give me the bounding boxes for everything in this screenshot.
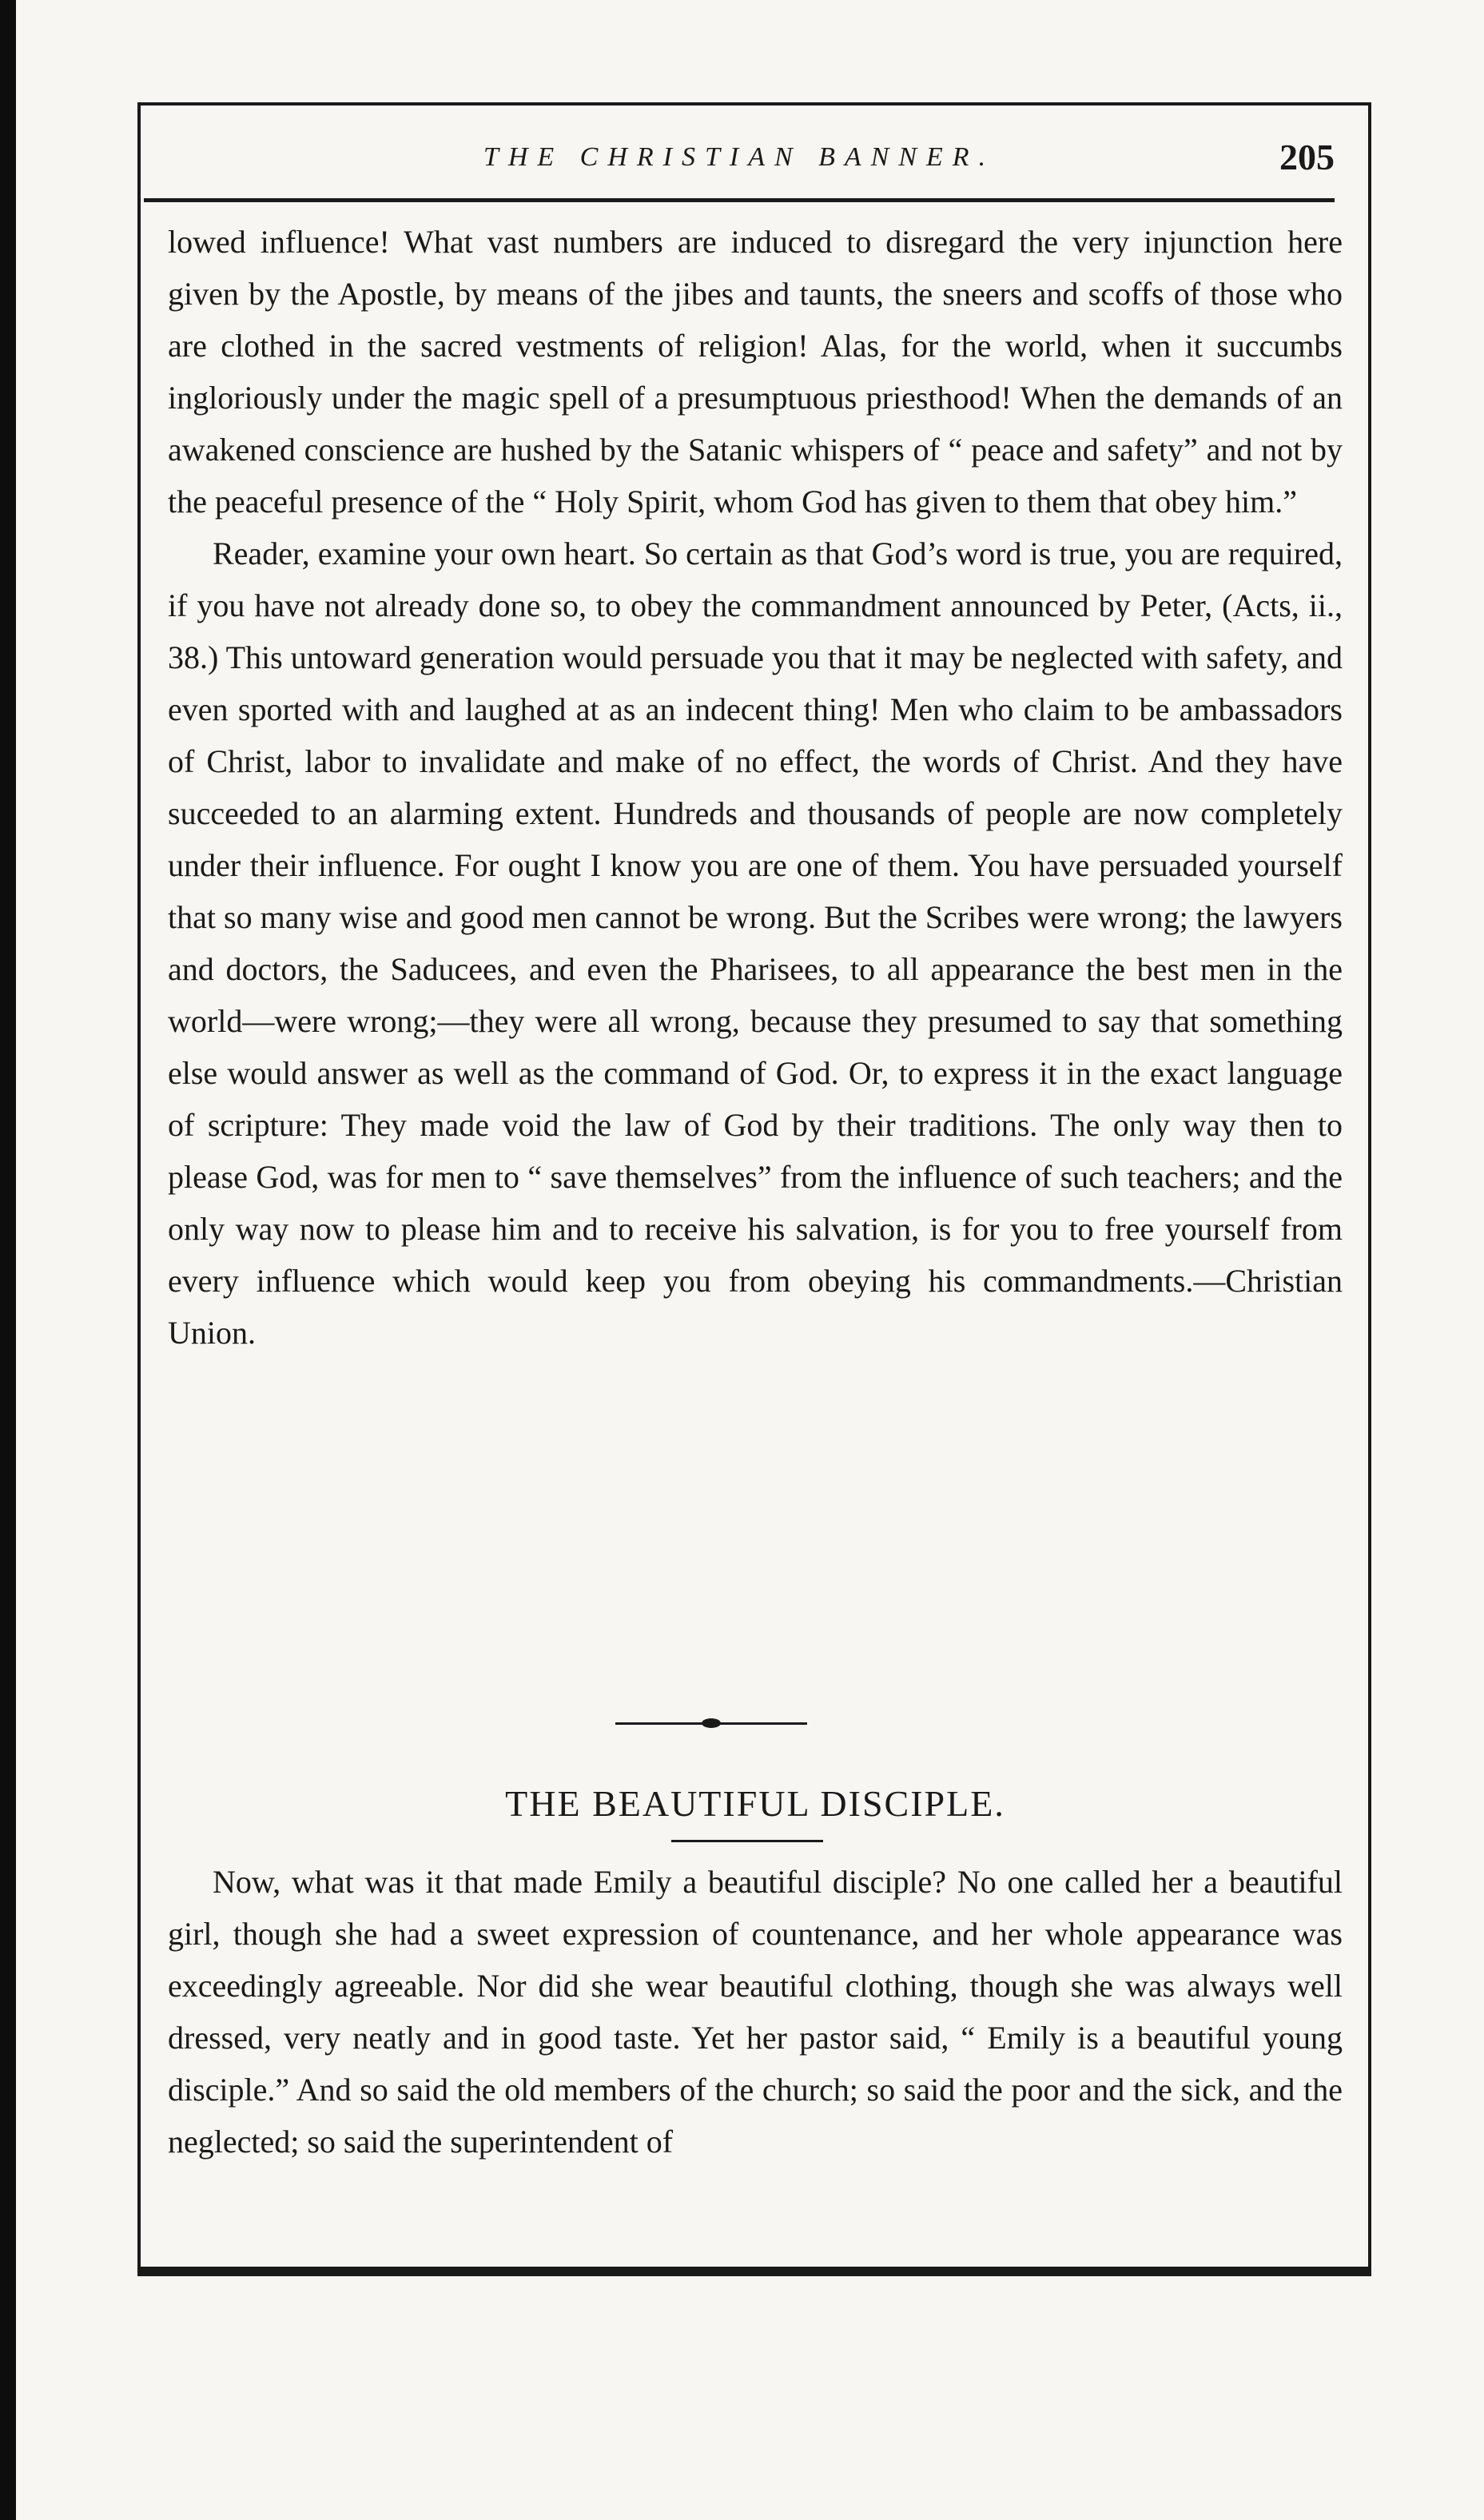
article-paragraph: Now, what was it that made Emily a beautiful disciple? No one called her a beautiful girl, though she had a sweet expression of countenance, and her whole appearance was exceedingly agreeable. Nor did she wear beautiful clothing, though she was always well dressed, very neatly and in good taste. Yet her pastor said, “ Emily is a beautiful young disciple.” And so said the old members of the church; so said the poor and the sick, and the neglected; so said the superintendent of xyxy=(168,1864,1343,2160)
running-title: THE CHRISTIAN BANNER. xyxy=(483,142,996,172)
article-paragraph: lowed influence! What vast numbers are induced to disregard the very injunction here given by the Apostle, by means of the jibes and taunts, the sneers and scoffs of those who are clothed in the sacred vestments of religion! Alas, for the world, when it succumbs ingloriously under the magic spell of a presumptuous priesthood! When the demands of an awakened conscience are hushed by the Satanic whispers of “ peace and safety” and not by the peaceful presence of the “ Holy Spirit, whom God has given to them that obey him.” xyxy=(168,224,1343,520)
page-bottom-rule xyxy=(137,2267,1371,2273)
article-beautiful-disciple xyxy=(168,1856,1343,2168)
running-head xyxy=(144,136,1335,184)
page-number: 205 xyxy=(1279,137,1335,177)
title-underline xyxy=(671,1840,823,1842)
section-title: THE BEAUTIFUL DISCIPLE. xyxy=(505,1783,1005,1824)
divider-dot xyxy=(702,1718,721,1728)
article-paragraph: Reader, examine your own heart. So certain as that God’s word is true, you are required, if you have not already done so, to obey the commandment announced by Peter, (Acts, ii., 38.) This untoward generation would persuade you that it may be neglected with safety, and even sported with and laughed at as an indecent thing! Men who claim to be ambassadors of Christ, labor to invalidate and make of no effect, the words of Christ. And they have succeeded to an alarming extent. Hundreds and thousands of people are now completely under their influence. For ought I know you are one of them. You have persuaded yourself that so many wise and good men cannot be wrong. But the Scribes were wrong; the lawyers and doctors, the Saducees, and even the Pharisees, to all appearance the best men in the world—were wrong;—they were all wrong, because they presumed to say that something else would answer as well as the command of God. Or, to express it in the exact language of scripture: They made void the law of God by their traditions. The only way then to please God, was for men to “ save themselves” from the influence of such teachers; and the only way now to please him and to receive his salvation, is for you to free yourself from every influence which would keep you from obeying his commandments.—Christian Union. xyxy=(168,535,1343,1351)
section-divider-ornament xyxy=(615,1718,807,1728)
article-christian-union xyxy=(168,216,1343,1359)
book-spine-edge xyxy=(0,0,16,2520)
header-rule xyxy=(144,198,1335,202)
